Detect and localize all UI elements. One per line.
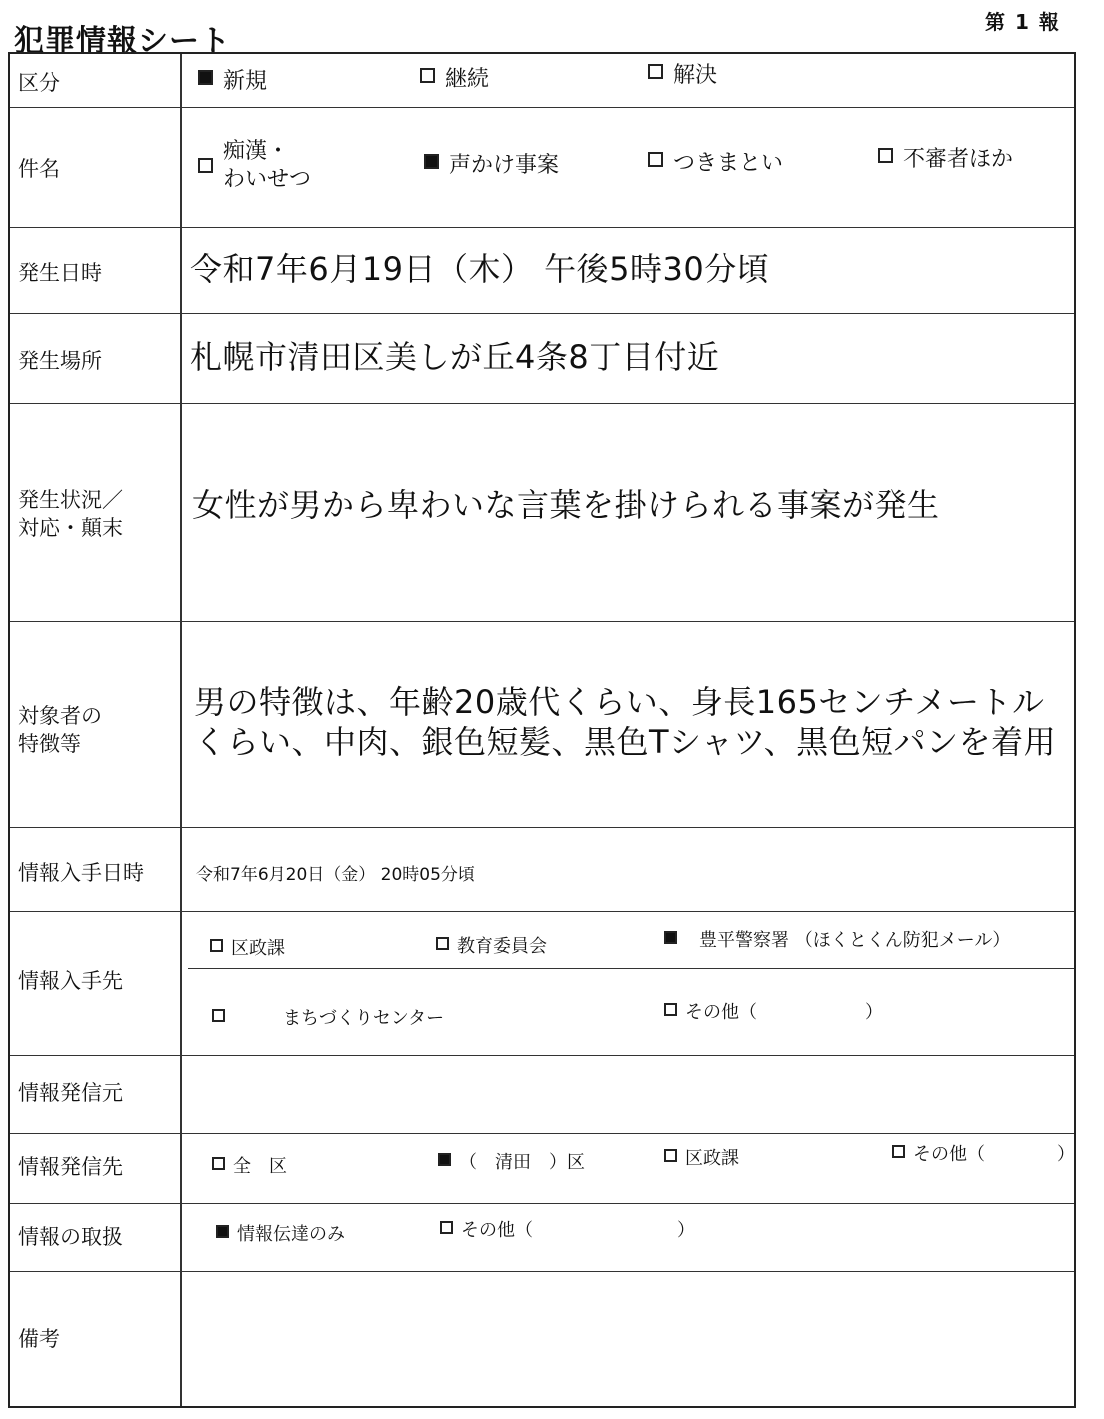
checkbox-icon[interactable] — [878, 148, 893, 163]
row-subject — [10, 622, 1074, 828]
option-stalking[interactable]: つきまとい — [648, 146, 783, 177]
checkbox-icon[interactable] — [436, 937, 449, 950]
option-all-wards[interactable]: 全 区 — [212, 1152, 287, 1178]
case-options — [188, 108, 1074, 227]
option-other-dest[interactable]: その他（ ） — [892, 1140, 1075, 1166]
checkbox-icon[interactable] — [648, 64, 663, 79]
option-kiyota-ward[interactable]: （ 清田 ）区 — [438, 1148, 585, 1174]
row-info-source — [10, 912, 1074, 1056]
label-situation: 発生状況／ 対応・顛末 — [18, 488, 123, 540]
crime-info-sheet — [8, 52, 1076, 1408]
handling-options — [188, 1204, 1074, 1271]
option-molestation[interactable]: 痴漢・ わいせつ — [198, 138, 311, 194]
row-location — [10, 314, 1074, 404]
info-received-value: 令和7年6月20日（金） 20時05分頃 — [196, 865, 475, 885]
checkbox-checked-icon[interactable] — [198, 70, 213, 85]
row-info-origin — [10, 1056, 1074, 1134]
situation-value: 女性が男から卑わいな言葉を掛けられる事案が発生 — [192, 486, 940, 524]
checkbox-icon[interactable] — [212, 1009, 225, 1022]
sheet-title: 犯罪情報シート — [14, 24, 231, 59]
row-handling — [10, 1204, 1074, 1272]
checkbox-icon[interactable] — [664, 1003, 677, 1016]
info-destination-options — [188, 1134, 1074, 1203]
label-info-destination: 情報発信先 — [18, 1155, 123, 1179]
checkbox-icon[interactable] — [420, 68, 435, 83]
row-occurrence-datetime — [10, 228, 1074, 314]
checkbox-icon[interactable] — [210, 939, 223, 952]
location-value: 札幌市清田区美しが丘4条8丁目付近 — [190, 338, 720, 376]
option-police-station[interactable]: 豊平警察署 （ほくとくん防犯メール） — [664, 926, 1010, 952]
checkbox-checked-icon[interactable] — [424, 154, 439, 169]
label-classification: 区分 — [18, 71, 60, 95]
row-info-destination — [10, 1134, 1074, 1204]
option-verbal-approach[interactable]: 声かけ事案 — [424, 148, 559, 179]
row-info-received — [10, 828, 1074, 912]
option-board-of-education[interactable]: 教育委員会 — [436, 932, 547, 958]
option-ward-office-dest[interactable]: 区政課 — [664, 1144, 739, 1170]
issue-suffix: 報 — [1038, 10, 1061, 34]
option-new[interactable]: 新規 — [198, 64, 267, 95]
option-continue[interactable]: 継続 — [420, 62, 489, 93]
label-case: 件名 — [18, 157, 60, 181]
checkbox-icon[interactable] — [198, 158, 213, 173]
checkbox-icon[interactable] — [648, 152, 663, 167]
checkbox-icon[interactable] — [212, 1157, 225, 1170]
option-other-handling[interactable]: その他（ ） — [440, 1216, 695, 1242]
row-classification — [10, 54, 1074, 108]
checkbox-checked-icon[interactable] — [216, 1225, 229, 1238]
option-other[interactable]: その他（ ） — [664, 998, 883, 1024]
classification-options — [188, 54, 1074, 107]
occurrence-datetime-value: 令和7年6月19日（木） 午後5時30分頃 — [190, 250, 770, 288]
row-case — [10, 108, 1074, 228]
checkbox-icon[interactable] — [440, 1221, 453, 1234]
subject-value: 男の特徴は、年齢20歳代くらい、身長165センチメートル くらい、中肉、銀色短髪、黒色Tシャツ、黒色短パンを着用 — [194, 683, 1057, 761]
option-info-only[interactable]: 情報伝達のみ — [216, 1220, 345, 1246]
checkbox-checked-icon[interactable] — [438, 1153, 451, 1166]
label-occurrence-datetime: 発生日時 — [18, 261, 102, 285]
label-remarks: 備考 — [18, 1327, 60, 1351]
label-location: 発生場所 — [18, 349, 102, 373]
issue-prefix: 第 — [985, 10, 1007, 34]
option-suspicious-person[interactable]: 不審者ほか — [878, 142, 1013, 173]
label-info-received: 情報入手日時 — [18, 861, 144, 885]
option-community-center[interactable]: まちづくりセンター — [212, 1004, 444, 1030]
option-resolved[interactable]: 解決 — [648, 58, 717, 89]
label-info-source: 情報入手先 — [18, 969, 123, 993]
row-situation — [10, 404, 1074, 622]
checkbox-icon[interactable] — [664, 1149, 677, 1162]
option-ward-office[interactable]: 区政課 — [210, 934, 285, 960]
info-source-options — [188, 912, 1074, 1055]
label-subject: 対象者の 特徴等 — [18, 704, 102, 756]
checkbox-icon[interactable] — [892, 1145, 905, 1158]
issue-number — [985, 6, 1069, 35]
label-info-origin: 情報発信元 — [18, 1081, 123, 1105]
row-subdivider — [188, 968, 1074, 969]
row-remarks — [10, 1272, 1074, 1408]
checkbox-checked-icon[interactable] — [664, 931, 677, 944]
label-handling: 情報の取扱 — [18, 1225, 123, 1249]
issue-number-value: 1 — [1015, 10, 1031, 34]
